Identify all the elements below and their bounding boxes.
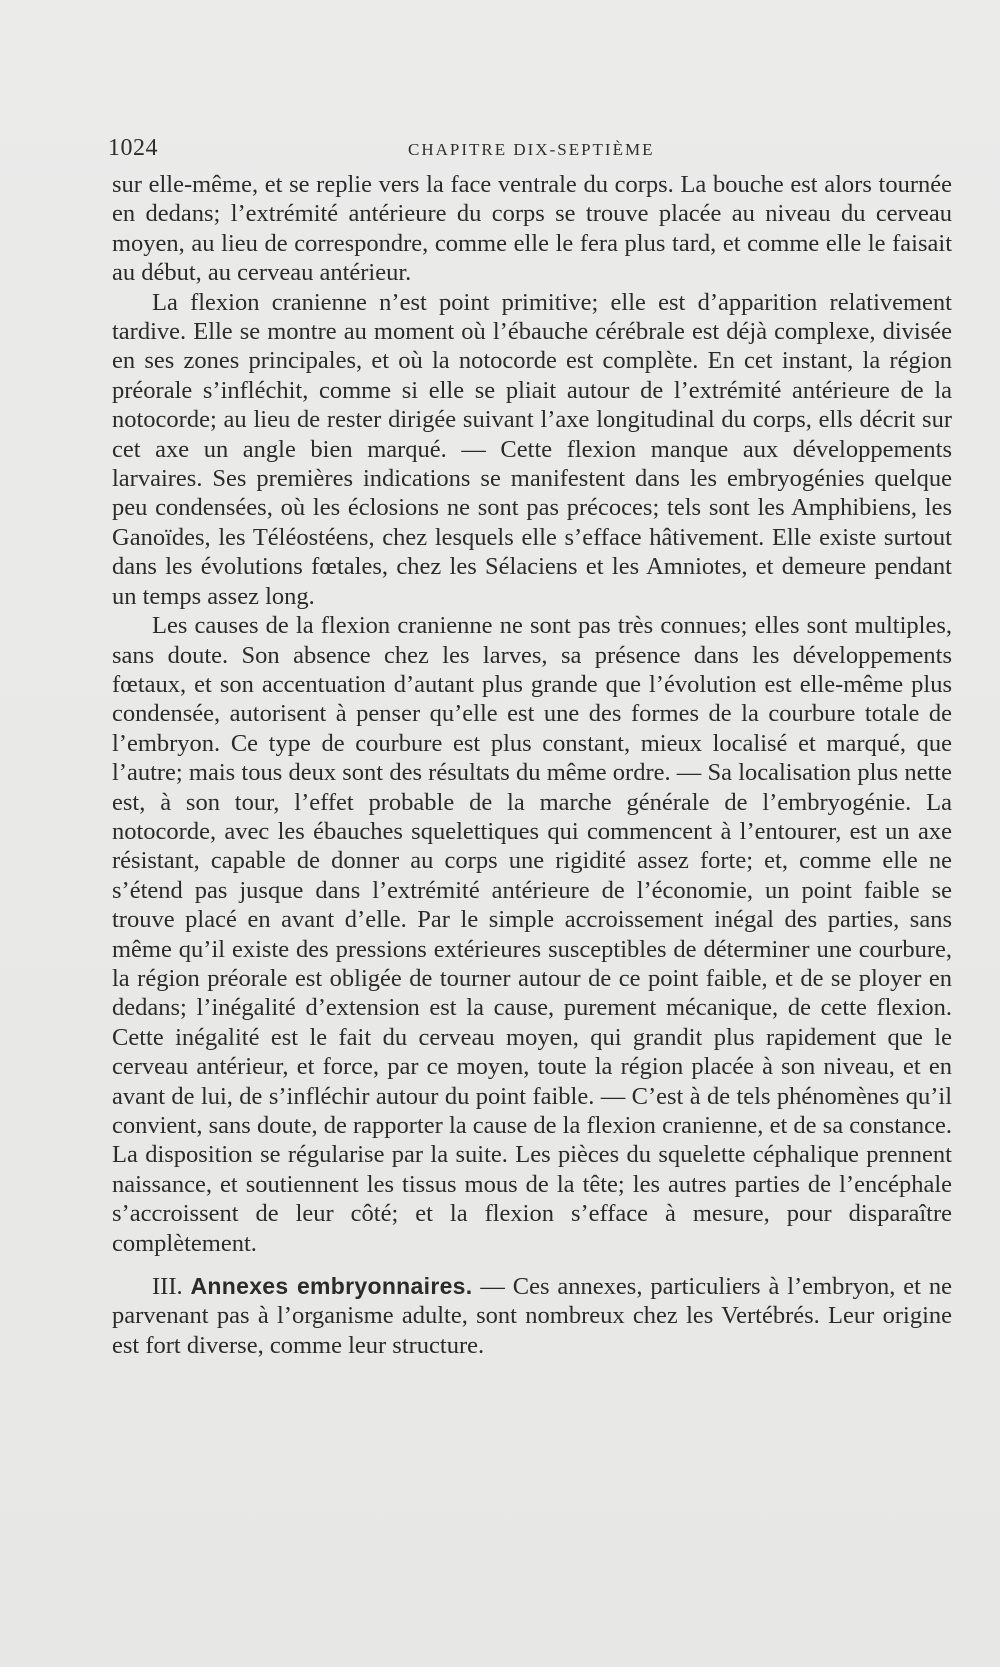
paragraph-flexion-cranienne: La flexion cranienne n’est point primitive; elle est d’apparition relativement tardive. Elle se montre au moment où l’ébauche cérébrale est déjà complexe, divisée en ses zones principales, et où la notocorde est complète. En cet instant, la région préorale s’infléchit, comme si elle se pliait autour de l’extrémité antérieure de la notocorde; au lieu de rester dirigée suivant l’axe longitudinal du corps, ells décrit sur cet axe un angle bien marqué. — Cette flexion manque aux développements larvaires. Ses premières indications se manifestent dans les embryogénies quelque peu condensées, où les éclosions ne sont pas précoces; tels sont les Amphibiens, les Ganoïdes, les Téléostéens, chez lesquels elle s’efface hâtivement. Elle existe surtout dans les évolutions fœtales, chez les Sélaciens et les Amniotes, et demeure pendant un temps assez long. bbox=[112, 288, 952, 610]
section-number: III. bbox=[152, 1273, 183, 1301]
body-text bbox=[112, 170, 952, 1360]
paragraph-causes-flexion: Les causes de la flexion cranienne ne sont pas très connues; elles sont multiples, sans doute. Son absence chez les larves, sa présence dans les développements fœtaux, et son accentuation d’autant plus grande que l’évolution est elle-même plus condensée, autorisent à penser qu’elle est une des formes de la courbure totale de l’embryon. Ce type de courbure est plus constant, mieux localisé et marqué, que l’autre; mais tous deux sont des résultats du même ordre. — Sa localisation plus nette est, à son tour, l’effet probable de la marche générale de l’embryogénie. La notocorde, avec les ébauches squelettiques qui commencent à l’entourer, est un axe résistant, capable de donner au corps une rigidité assez forte; et, comme elle ne s’étend pas jusque dans l’extrémité antérieure de l’économie, un point faible se trouve placé en avant d’elle. Par le simple accroissement inégal des parties, sans même qu’il existe des pressions extérieures susceptibles de déterminer une courbure, la région préorale est obligée de tourner autour de ce point faible, et de se ployer en dedans; l’inégalité d’extension est la cause, purement mécanique, de cette flexion. Cette inégalité est le fait du cerveau moyen, qui grandit plus rapidement que le cerveau antérieur, et force, par ce moyen, toute la région placée à son niveau, et en avant de lui, de s’infléchir autour du point faible. — C’est à de tels phénomènes qu’il convient, sans doute, de rapporter la cause de la flexion cranienne, et de sa constance. La disposition se régularise par la suite. Les pièces du squelette céphalique prennent naissance, et soutiennent les tissus mous de la tête; les autres parties de l’encéphale s’accroissent de leur côté; et la flexion s’efface à mesure, pour disparaître complètement. bbox=[112, 612, 952, 1257]
section-text: — Ces annexes, particuliers à l’embryon, et ne parvenant pas à l’organisme adulte, sont nombreux chez les Vertébrés. Leur origine est fort diverse, comme leur structure. bbox=[112, 1273, 953, 1359]
page-header bbox=[108, 135, 958, 163]
running-head: CHAPITRE DIX-SEPTIÈME bbox=[408, 140, 655, 159]
section-title: Annexes embryonnaires. bbox=[190, 1273, 473, 1300]
section-annexes bbox=[112, 1272, 952, 1360]
paragraph-continuation: sur elle-même, et se replie vers la face ventrale du corps. La bouche est alors tournée en dedans; l’extrémité antérieure du corps se trouve placée au niveau du cerveau moyen, au lieu de correspondre, comme elle le fera plus tard, et comme elle le faisait au début, au cerveau antérieur. bbox=[112, 171, 952, 287]
page-number: 1024 bbox=[108, 135, 158, 161]
